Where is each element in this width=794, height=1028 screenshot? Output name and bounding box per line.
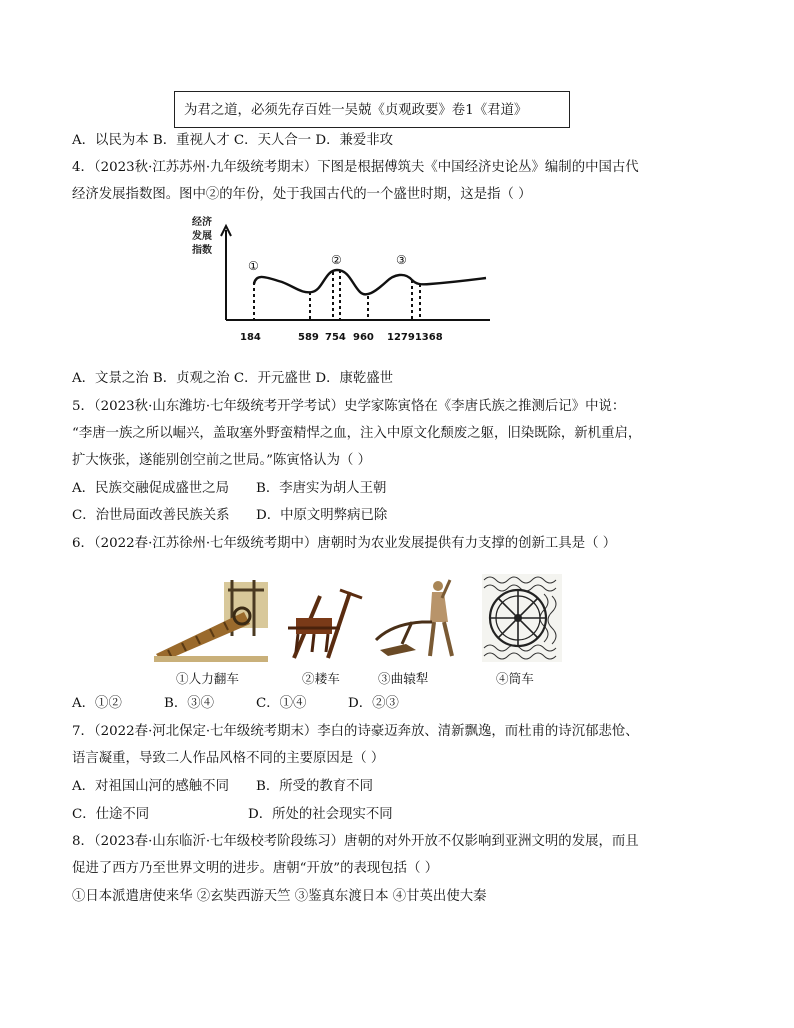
chart-xtick-960: 960 <box>353 332 374 343</box>
tools-figure <box>150 574 570 684</box>
chart-ylabel-2: 发展 <box>192 231 212 242</box>
q5-option-b: B．李唐实为胡人王朝 <box>256 481 387 496</box>
chart-xtick-184: 184 <box>240 332 261 343</box>
q5-stem-line1: 5．（2023秋·山东潍坊·七年级统考开学考试）史学家陈寅恪在《李唐氏族之推测后记》中说： <box>72 399 626 414</box>
chart-ylabel-1: 经济 <box>192 217 212 228</box>
q5-option-d: D．中原文明弊病已除 <box>256 508 388 523</box>
chart-xtick-589: 589 <box>298 332 319 343</box>
q7-option-b: B．所受的教育不同 <box>256 779 373 794</box>
chart-xtick-1279-1368: 12791368 <box>387 332 443 343</box>
chart-ylabel-3: 指数 <box>192 245 212 256</box>
q5-option-a: A．民族交融促成盛世之局 <box>72 481 229 496</box>
tube-waterwheel-image <box>482 574 562 662</box>
chart-series-line <box>254 270 486 294</box>
q8-stem-line2: 促进了西方乃至世界文明的进步。唐朝“开放”的表现包括（ ） <box>72 861 439 876</box>
q4-stem-line2: 经济发展指数图。图中②的年份，处于我国古代的一个盛世时期，这是指（ ） <box>72 187 532 202</box>
square-pallet-chain-pump-image <box>154 576 268 662</box>
q6-option-d: D．②③ <box>348 696 399 711</box>
q8-stem-line1: 8．（2023春·山东临沂·七年级校考阶段练习）唐朝的对外开放不仅影响到亚洲文明的发展，而且 <box>72 834 639 849</box>
q5-stem-line2: “李唐一族之所以崛兴，盖取塞外野蛮精悍之血，注入中原文化颓废之躯，旧染既除，新机重启， <box>72 426 642 441</box>
q7-options-row1 <box>72 777 373 797</box>
q6-option-a: A．①② <box>72 696 122 711</box>
q7-stem-line2: 语言凝重，导致二人作品风格不同的主要原因是（ ） <box>72 751 385 766</box>
chart-xtick-754: 754 <box>325 332 346 343</box>
q5-stem-line3: 扩大恢张，遂能别创空前之世局。”陈寅恪认为（ ） <box>72 453 371 468</box>
q7-option-c: C．仕途不同 <box>72 807 150 822</box>
q7-option-a: A．对祖国山河的感触不同 <box>72 779 229 794</box>
q7-option-d: D．所处的社会现实不同 <box>248 807 393 822</box>
q4-options: A．文景之治 B．贞观之治 C．开元盛世 D．康乾盛世 <box>72 371 394 386</box>
q6-options <box>72 694 472 714</box>
q6-option-c: C．①④ <box>256 696 307 711</box>
chart-peak-2: ② <box>331 253 342 267</box>
q3-options: A．以民为本 B．重视人才 C．天人合一 D．兼爱非攻 <box>72 133 394 148</box>
quote-box <box>174 91 570 128</box>
caption-tube-waterwheel: ④筒车 <box>496 671 534 686</box>
q5-options-row1 <box>72 479 387 499</box>
chart-peak-3: ③ <box>396 253 407 267</box>
q5-options-row2 <box>72 506 388 526</box>
q4-stem-line1: 4．（2023秋·江苏苏州·九年级统考期末）下图是根据傅筑夫《中国经济史论丛》编制的中国古代 <box>72 160 639 175</box>
q6-option-b: B．③④ <box>164 696 215 711</box>
caption-curved-shaft-plough: ③曲辕犁 <box>378 671 429 686</box>
caption-seed-drill: ②耧车 <box>302 671 340 686</box>
caption-square-pallet-chain-pump: ①人力翻车 <box>176 671 239 686</box>
economic-index-chart <box>190 212 500 352</box>
curved-shaft-plough-image <box>372 578 464 664</box>
q7-options-row2 <box>72 805 393 825</box>
q8-items: ①日本派遣唐使来华 ②玄奘西游天竺 ③鉴真东渡日本 ④甘英出使大秦 <box>72 889 487 904</box>
q7-stem-line1: 7．（2022春·河北保定·七年级统考期末）李白的诗豪迈奔放、清新飘逸，而杜甫的诗沉郁悲怆、 <box>72 724 639 739</box>
q6-stem: 6．（2022春·江苏徐州·七年级统考期中）唐朝时为农业发展提供有力支撑的创新工具是（ ） <box>72 536 617 551</box>
seed-drill-image <box>284 588 364 664</box>
chart-peak-1: ① <box>248 259 259 273</box>
quote-text: 为君之道，必须先存百姓一吴兢《贞观政要》卷1《君道》 <box>184 103 528 118</box>
q5-option-c: C．治世局面改善民族关系 <box>72 508 230 523</box>
